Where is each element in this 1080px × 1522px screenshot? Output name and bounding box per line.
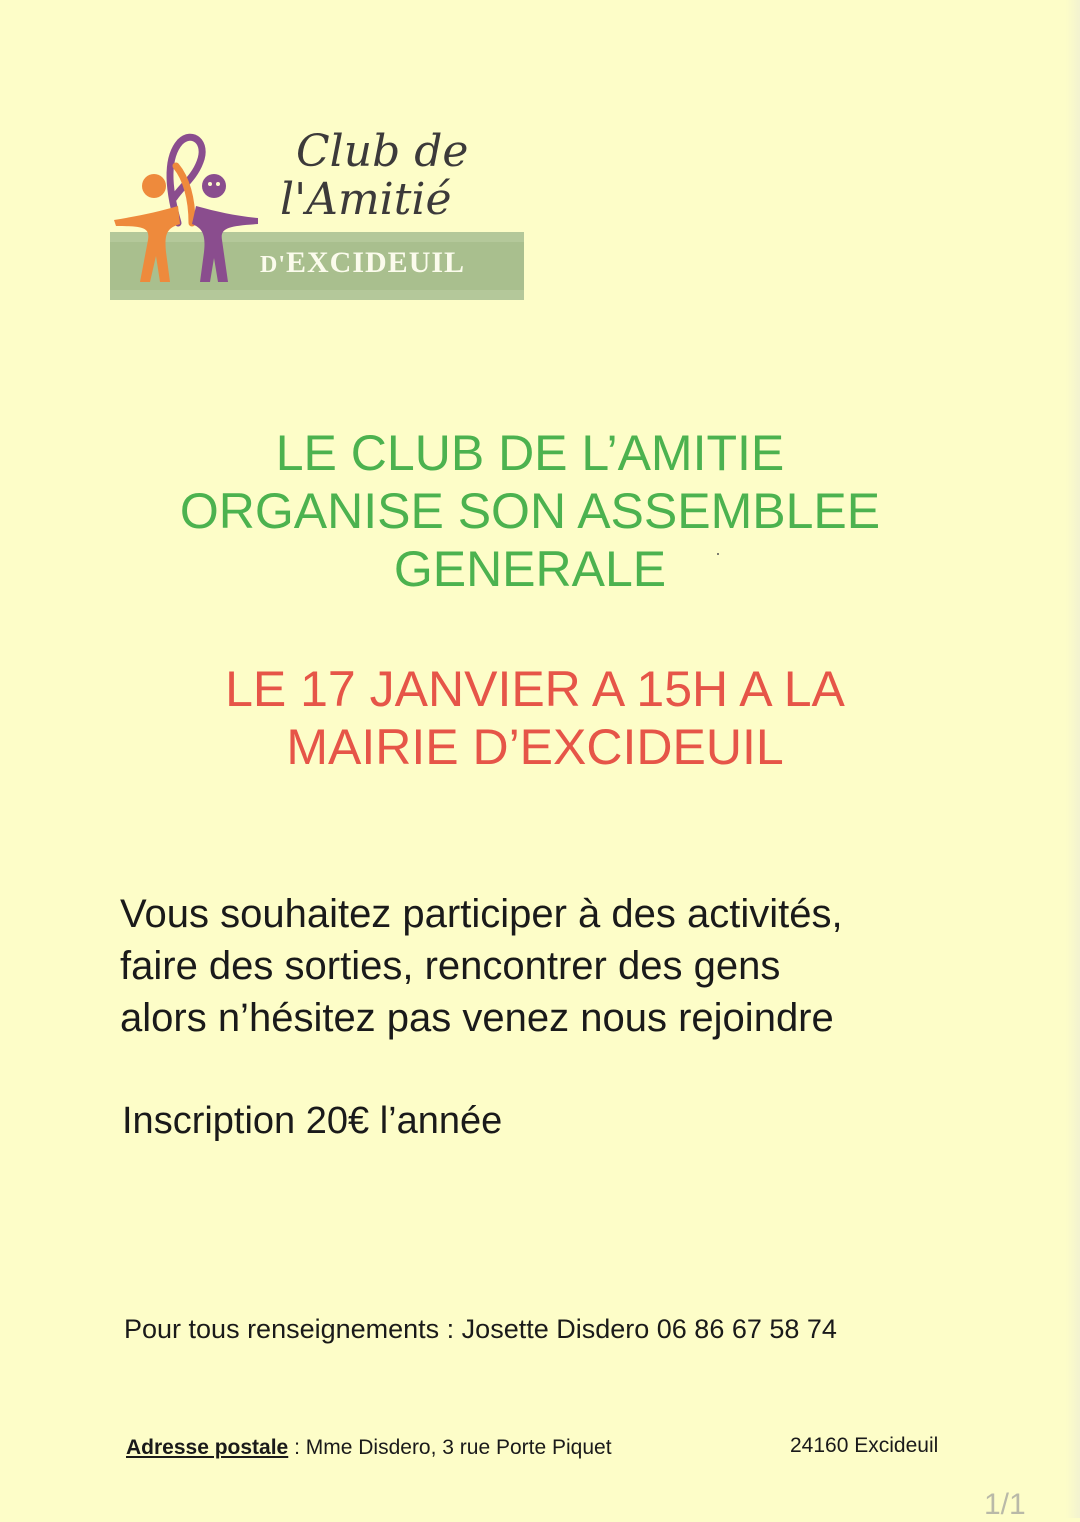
assembly-heading-line2: ORGANISE SON ASSEMBLEE xyxy=(179,483,881,539)
contact-info: Pour tous renseignements : Josette Disdero 06 86 67 58 74 xyxy=(124,1314,837,1344)
logo-title-line1: Club de xyxy=(296,126,469,177)
invitation-line3: alors n’hésitez pas venez nous rejoindre xyxy=(120,996,834,1040)
dancing-figures-icon xyxy=(108,128,268,288)
date-heading-line1: LE 17 JANVIER A 15H A LA xyxy=(225,661,845,717)
logo-title xyxy=(280,128,468,224)
print-speck xyxy=(717,553,719,555)
date-heading xyxy=(0,660,1070,776)
logo-place-prefix: D' xyxy=(260,252,286,278)
logo-place xyxy=(260,246,465,280)
logo-title-line2: l'Amitié xyxy=(280,174,452,225)
postal-code-city: 24160 Excideuil xyxy=(790,1434,939,1457)
assembly-heading-line3: GENERALE xyxy=(393,541,667,597)
page-number: 1/1 xyxy=(984,1488,1026,1521)
membership-fee: Inscription 20€ l’année xyxy=(122,1100,503,1142)
invitation-line2: faire des sorties, rencontrer des gens xyxy=(120,944,781,988)
logo-place-name: EXCIDEUIL xyxy=(286,246,466,279)
postal-address-label: Adresse postale xyxy=(126,1436,289,1459)
postal-address xyxy=(126,1436,612,1460)
date-heading-line2: MAIRIE D’EXCIDEUIL xyxy=(286,719,784,775)
assembly-heading-line1: LE CLUB DE L’AMITIE xyxy=(275,425,785,481)
postal-address-value: : Mme Disdero, 3 rue Porte Piquet xyxy=(288,1436,612,1459)
invitation-line1: Vous souhaitez participer à des activités, xyxy=(120,892,843,936)
assembly-heading xyxy=(0,424,1060,598)
club-logo xyxy=(108,128,528,306)
invitation-text xyxy=(120,888,1000,1044)
